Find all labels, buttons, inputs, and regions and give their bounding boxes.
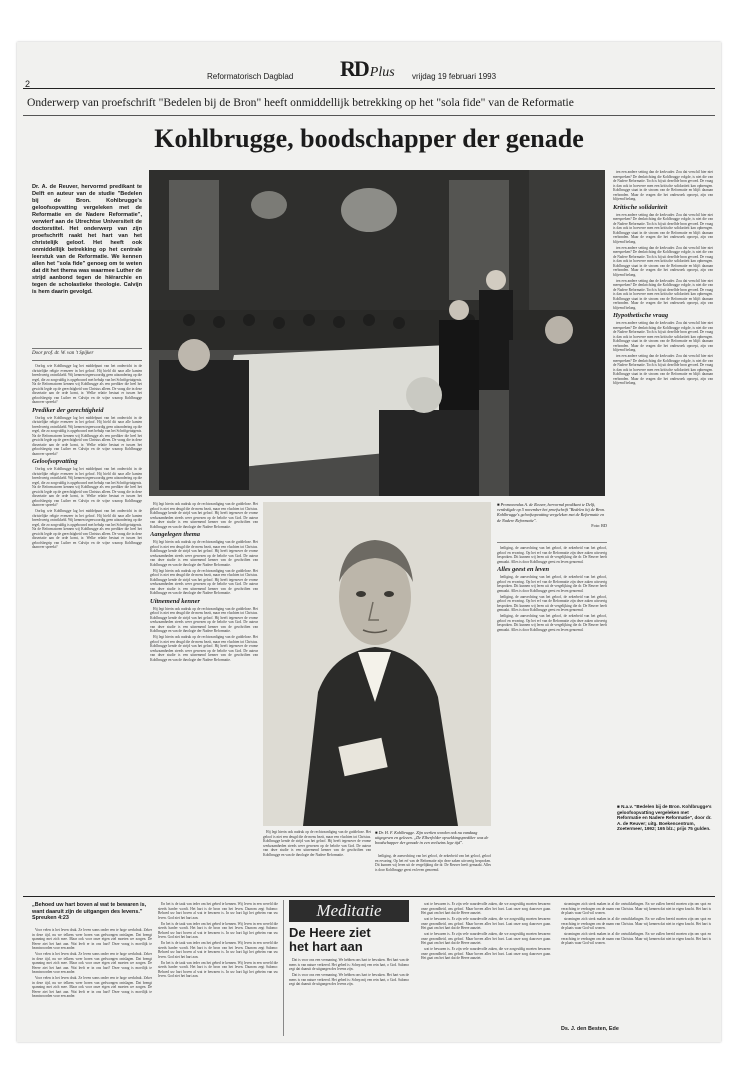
caption-bullet-icon: ■ bbox=[375, 830, 379, 835]
med-c5-c: stromingen zich sterk maken in al die ontwikkelingen. En we zullen bereid moeten zijn om spot en verachting te verdragen om de naam van Christus. Maar wij kennen dat niet in eigen kracht. Het hart is de plaats waar God wil wonen. bbox=[561, 932, 711, 945]
caption-rule bbox=[497, 542, 607, 543]
col1-text-a: Oorlog wie Kohlbrugge lag het middelpunt van het onderricht in de christelijke religie evenzeer in het geloof. Hij hield dit naar alle kanten breedvoerig ontwikkeld. Wij kennen tegenwoordig geen uitzondering op die regel, die zo zorgvuldig is opgebouwd met behulp van het Schriftgetuigenis. Na de Reformatoren kennen wij Kohlbrugge als een prediker die heel het gewicht legde op de gerechtigheid van Christus alleen. De vraag die in deze dissertatie aan de orde komt, is: Welke relatie bestaat er tussen het geloofsbegrip van Luther en Calvijn en de wijze waarop Kohlbrugge daarover spreekt? bbox=[32, 364, 142, 404]
byline: Door prof. dr. W. van 't Spijker bbox=[32, 351, 94, 356]
article-column-3b bbox=[375, 854, 491, 890]
med-c3-a: Dat is voor ons een vermaning. We hebben ons hart te bewaken. Het hart van de mens is van nature verkeerd. Het gebed is: Schep mij een rein hart, o God. Salomo zegt dat daaruit de uitgangen des levens zijn. bbox=[289, 958, 409, 971]
article-column-1 bbox=[32, 364, 142, 824]
med-c3-b: Dat is voor ons een vermaning. We hebben ons hart te bewaken. Het hart van de mens is van nature verkeerd. Het gebed is: Schep mij een rein hart, o God. Salomo zegt dat daaruit de uitgangen des levens zijn. bbox=[289, 973, 409, 986]
med-c4-c: wat te bewaren is. Er zijn vele waardevolle zaken, die we zorgvuldig moeten bewaren: onze gezondheid, ons geloof. Maar boven alles het hart. Laat onze zorg daarover gaan. Het gaat om het hart dat de Heere aanziet. bbox=[421, 932, 551, 945]
subhead-kenner: Uitnemend kenner bbox=[150, 597, 201, 605]
meditation-signature: Ds. J. den Besten, Ede bbox=[561, 1026, 619, 1032]
portrait-image bbox=[263, 502, 491, 826]
rd-plus-logo bbox=[340, 56, 400, 86]
col4-text-c: ten een andere setting dan de kerkvader. Zou dat verschil hier niet meespreken? De denkrichting die Kohlbrugge volgde, is niet die van de Nadere Reformatie. Toch is hij uit dezelfde bron gevoed. De vraag is dan ook in hoeverre men een kritische solidariteit kan opbrengen. Kohlbrugge staat in de stroom van de Reformatie en blijft daaraan verbonden. Maar de vragen die het onderzoek oproept, zijn van blijvend belang. bbox=[613, 245, 713, 277]
meditation-column-4 bbox=[421, 902, 551, 1036]
caption-bullet-icon-2: ■ bbox=[497, 502, 501, 507]
book-info-bullet-icon: ■ bbox=[617, 804, 622, 809]
article-column-3 bbox=[497, 546, 607, 890]
meditation-divider bbox=[23, 896, 715, 897]
col2-text-c: Hij legt hierin ook nadruk op de rechtvaardiging van de goddeloze. Het geloof is niet een deugd die de mens bezit, maar een vluchten tot Christus. Kohlbrugge kende de strijd van het geloof. Hij heeft tegenover de vrome werkzaamheden steeds weer gewezen op de belofte van God. De auteur van deze studie is een uitnemend kenner van de geschriften van Kohlbrugge en van de theologie der Nadere Reformatie. bbox=[150, 568, 258, 595]
med-c1-a: Voor velen is het leven druk. Ze leven soms onder een te hoge werkdruk. Zeker in deze tijd, nu we telkens weer horen van gedwongen ontslagen. Dat brengt spanning met zich mee. Maar ook voor onze eigen ziel moeten we zorgen. De Heere ziet het hart aan. Wat leeft er in ons hart? Deze vraag is moeilijk te beantwoorden voor een ander. bbox=[32, 928, 152, 950]
med-c5-b: stromingen zich sterk maken in al die ontwikkelingen. En we zullen bereid moeten zijn om spot en verachting te verdragen om de naam van Christus. Maar wij kennen dat niet in eigen kracht. Het hart is de plaats waar God wil wonen. bbox=[561, 917, 711, 930]
meditation-column-3 bbox=[289, 958, 409, 1036]
meditation-quote: „Behoed uw hart boven al wat te bewaren is, want daaruit zijn de uitgangen des levens." Spreuken 4:23 bbox=[32, 902, 147, 922]
med-c2-c: En het is de taak van ieder om het gebed te kennen. Wij leven in een wereld die steeds harder wordt. Het hart is de bron van het leven. Daarom zegt Salomo: Behoed uw hart boven al wat te bewaren is. In uw hart ligt het geheim van uw leven. God ziet het hart aan. bbox=[158, 941, 278, 959]
newspaper-page bbox=[17, 42, 721, 1042]
col4-text-d: ten een andere setting dan de kerkvader. Zou dat verschil hier niet meespreken? De denkrichting die Kohlbrugge volgde, is niet die van de Nadere Reformatie. Toch is hij uit dezelfde bron gevoed. De vraag is dan ook in hoeverre men een kritische solidariteit kan opbrengen. Kohlbrugge staat in de stroom van de Reformatie en blijft daaraan verbonden. Maar de vragen die het onderzoek oproept, zijn van blijvend belang. bbox=[613, 278, 713, 310]
kohlbrugge-portrait bbox=[263, 502, 491, 826]
subhead-alles-geest: Alles geest en leven bbox=[497, 566, 550, 573]
kicker: Onderwerp van proefschrift "Bedelen bij de Bron" heeft onmiddellijk betrekking op het "sola fide" van de Reformatie bbox=[27, 96, 574, 109]
meditation-logo: Meditatie bbox=[316, 901, 382, 920]
photo-credit: Foto: RD bbox=[591, 522, 607, 528]
article-column-2 bbox=[150, 502, 258, 832]
ceremony-photo bbox=[149, 170, 605, 496]
ceremony-photo-image bbox=[149, 170, 605, 496]
book-info bbox=[617, 804, 713, 832]
byline-rule bbox=[32, 348, 142, 349]
subhead-prediker: Prediker der gerechtigheid bbox=[32, 406, 104, 414]
med-c1-b: Voor velen is het leven druk. Ze leven soms onder een te hoge werkdruk. Zeker in deze tijd, nu we telkens weer horen van gedwongen ontslagen. Dat brengt spanning met zich mee. Maar ook voor onze eigen ziel moeten we zorgen. De Heere ziet het hart aan. Wat leeft er in ons hart? Deze vraag is moeilijk te beantwoorden voor een ander. bbox=[32, 952, 152, 974]
med-c2-b: En het is de taak van ieder om het gebed te kennen. Wij leven in een wereld die steeds harder wordt. Het hart is de bron van het leven. Daarom zegt Salomo: Behoed uw hart boven al wat te bewaren is. In uw hart ligt het geheim van uw leven. God ziet het hart aan. bbox=[158, 921, 278, 939]
book-info-text: N.a.v. "Bedelen bij de Bron. Kohlbrugge's geloofsopvatting vergeleken met Reformatie en Nadere Reformatie", door dr. A. de Reuver; uitg. Boekencentrum, Zoetermeer, 1992; 165 blz.; prijs 75 gulden. bbox=[617, 804, 712, 832]
subhead-kritische: Kritische solidariteit bbox=[613, 203, 668, 211]
kicker-rule bbox=[23, 115, 715, 116]
col2-text-e: Hij legt hierin ook nadruk op de rechtvaardiging van de goddeloze. Het geloof is niet een deugd die de mens bezit, maar een vluchten tot Christus. Kohlbrugge kende de strijd van het geloof. Hij heeft tegenover de vrome werkzaamheden steeds weer gewezen op de belofte van God. De auteur van deze studie is een uitnemend kenner van de geschriften van Kohlbrugge en van de theologie der Nadere Reformatie. bbox=[150, 635, 258, 662]
col3-text-b: heiliging, de aanvechting van het geloof, de zekerheid van het geloof, geloof en ervaring. Op het erf van de Reformatie zijn deze zaken uitvoerig besproken. Dit kunnen wij leren uit de vergelijking die dr. De Reuver heeft gemaakt. Alles is door Kohlbrugge geest en leven genoemd. bbox=[497, 575, 607, 593]
col1-text-b: Oorlog wie Kohlbrugge lag het middelpunt van het onderricht in de christelijke religie evenzeer in het geloof. Hij hield dit naar alle kanten breedvoerig ontwikkeld. Wij kennen tegenwoordig geen uitzondering op die regel, die zo zorgvuldig is opgebouwd met behulp van het Schriftgetuigenis. Na de Reformatoren kennen wij Kohlbrugge als een prediker die heel het gewicht legde op de gerechtigheid van Christus alleen. De vraag die in deze dissertatie aan de orde komt, is: Welke relatie bestaat er tussen het geloofsbegrip van Luther en Calvijn en de wijze waarop Kohlbrugge daarover spreekt? bbox=[32, 415, 142, 456]
ceremony-caption bbox=[497, 502, 607, 528]
col1-text-d: Oorlog wie Kohlbrugge lag het middelpunt van het onderricht in de christelijke religie evenzeer in het geloof. Hij hield dit naar alle kanten breedvoerig ontwikkeld. Wij kennen tegenwoordig geen uitzondering op die regel, die zo zorgvuldig is opgebouwd met behulp van het Schriftgetuigenis. Na de Reformatoren kennen wij Kohlbrugge als een prediker die heel het gewicht legde op de gerechtigheid van Christus alleen. De vraag die in deze dissertatie aan de orde komt, is: Welke relatie bestaat er tussen het geloofsbegrip van Luther en Calvijn en de wijze waarop Kohlbrugge daarover spreekt? bbox=[32, 509, 142, 549]
logo-letters: RD bbox=[340, 56, 368, 81]
col2-text-a: Hij legt hierin ook nadruk op de rechtvaardiging van de goddeloze. Het geloof is niet een deugd die de mens bezit, maar een vluchten tot Christus. Kohlbrugge kende de strijd van het geloof. Hij heeft tegenover de vrome werkzaamheden steeds weer gewezen op de belofte van God. De auteur van deze studie is een uitnemend kenner van de geschriften van Kohlbrugge en van de theologie der Nadere Reformatie. bbox=[150, 502, 258, 529]
portrait-caption bbox=[375, 830, 491, 846]
meditation-title-line1: De Heere ziet bbox=[289, 925, 371, 940]
col3-text-d: heiliging, de aanvechting van het geloof, de zekerheid van het geloof, geloof en ervaring. Op het erf van de Reformatie zijn deze zaken uitvoerig besproken. Dit kunnen wij leren uit de vergelijking die dr. De Reuver heeft gemaakt. Alles is door Kohlbrugge geest en leven genoemd. bbox=[497, 614, 607, 632]
portrait-caption-text: Dr. H. F. Kohlbrugge. Zijn werken worden ook nu vandaag uitgegeven en gelezen. „De Elberfelder opwekkingsprediker was de boodschapper der genade in een veelszins lege tijd". bbox=[375, 830, 489, 846]
meditation-column-2 bbox=[158, 902, 278, 1036]
byline-rule-bottom bbox=[32, 360, 142, 361]
paper-name: Reformatorisch Dagblad bbox=[207, 72, 294, 81]
med-c4-d: wat te bewaren is. Er zijn vele waardevolle zaken, die we zorgvuldig moeten bewaren: onze gezondheid, ons geloof. Maar boven alles het hart. Laat onze zorg daarover gaan. Het gaat om het hart dat de Heere aanziet. bbox=[421, 947, 551, 960]
subhead-geloofsopvatting: Geloofsopvatting bbox=[32, 458, 78, 465]
col3b-text: heiliging, de aanvechting van het geloof, de zekerheid van het geloof, geloof en ervaring. Op het erf van de Reformatie zijn deze zaken uitvoerig besproken. Dit kunnen wij leren uit de vergelijking die dr. De Reuver heeft gemaakt. Alles is door Kohlbrugge geest en leven genoemd. bbox=[375, 854, 491, 872]
issue-date: vrijdag 19 februari 1993 bbox=[412, 72, 497, 81]
headline: Kohlbrugge, boodschapper der genade bbox=[154, 124, 584, 153]
med-c4-b: wat te bewaren is. Er zijn vele waardevolle zaken, die we zorgvuldig moeten bewaren: onze gezondheid, ons geloof. Maar boven alles het hart. Laat onze zorg daarover gaan. Het gaat om het hart dat de Heere aanziet. bbox=[421, 917, 551, 930]
col4-text-a: ten een andere setting dan de kerkvader. Zou dat verschil hier niet meespreken? De denkrichting die Kohlbrugge volgde, is niet die van de Nadere Reformatie. Toch is hij uit dezelfde bron gevoed. De vraag is dan ook in hoeverre men een kritische solidariteit kan opbrengen. Kohlbrugge staat in de stroom van de Reformatie en blijft daaraan verbonden. Maar de vragen die het onderzoek oproept, zijn van blijvend belang. bbox=[613, 170, 713, 201]
article-column-2b bbox=[263, 830, 371, 890]
meditation-logo-box bbox=[289, 900, 409, 922]
med-c4-a: wat te bewaren is. Er zijn vele waardevolle zaken, die we zorgvuldig moeten bewaren: onze gezondheid, ons geloof. Maar boven alles het hart. Laat onze zorg daarover gaan. Het gaat om het hart dat de Heere aanziet. bbox=[421, 902, 551, 915]
col4-text-e: ten een andere setting dan de kerkvader. Zou dat verschil hier niet meespreken? De denkrichting die Kohlbrugge volgde, is niet die van de Nadere Reformatie. Toch is hij uit dezelfde bron gevoed. De vraag is dan ook in hoeverre men een kritische solidariteit kan opbrengen. Kohlbrugge staat in de stroom van de Reformatie en blijft daaraan verbonden. Maar de vragen die het onderzoek oproept, zijn van blijvend belang. bbox=[613, 321, 713, 352]
subhead-aangelegen: Aangelegen thema bbox=[150, 531, 201, 538]
col2b-text: Hij legt hierin ook nadruk op de rechtvaardiging van de goddeloze. Het geloof is niet een deugd die de mens bezit, maar een vluchten tot Christus. Kohlbrugge kende de strijd van het geloof. Hij heeft tegenover de vrome werkzaamheden steeds weer gewezen op de belofte van God. De auteur van deze studie is een uitnemend kenner van de geschriften van Kohlbrugge en van de theologie der Nadere Reformatie. bbox=[263, 830, 371, 857]
col3-text-a: heiliging, de aanvechting van het geloof, de zekerheid van het geloof, geloof en ervaring. Op het erf van de Reformatie zijn deze zaken uitvoerig besproken. Dit kunnen wij leren uit de vergelijking die dr. De Reuver heeft gemaakt. Alles is door Kohlbrugge geest en leven genoemd. bbox=[497, 546, 607, 564]
subhead-hypothetische: Hypothetische vraag bbox=[613, 312, 669, 319]
med-c2-a: En het is de taak van ieder om het gebed te kennen. Wij leven in een wereld die steeds harder wordt. Het hart is de bron van het leven. Daarom zegt Salomo: Behoed uw hart boven al wat te bewaren is. In uw hart ligt het geheim van uw leven. God ziet het hart aan. bbox=[158, 902, 278, 920]
col1-text-c: Oorlog wie Kohlbrugge lag het middelpunt van het onderricht in de christelijke religie evenzeer in het geloof. Hij hield dit naar alle kanten breedvoerig ontwikkeld. Wij kennen tegenwoordig geen uitzondering op die regel, die zo zorgvuldig is opgebouwd met behulp van het Schriftgetuigenis. Na de Reformatoren kennen wij Kohlbrugge als een prediker die heel het gewicht legde op de gerechtigheid van Christus alleen. De vraag die in deze dissertatie aan de orde komt, is: Welke relatie bestaat er tussen het geloofsbegrip van Luther en Calvijn en de wijze waarop Kohlbrugge daarover spreekt? bbox=[32, 467, 142, 507]
col3-text-c: heiliging, de aanvechting van het geloof, de zekerheid van het geloof, geloof en ervaring. Op het erf van de Reformatie zijn deze zaken uitvoerig besproken. Dit kunnen wij leren uit de vergelijking die dr. De Reuver heeft gemaakt. Alles is door Kohlbrugge geest en leven genoemd. bbox=[497, 594, 607, 612]
med-c5-a: stromingen zich sterk maken in al die ontwikkelingen. En we zullen bereid moeten zijn om spot en verachting te verdragen om de naam van Christus. Maar wij kennen dat niet in eigen kracht. Het hart is de plaats waar God wil wonen. bbox=[561, 902, 711, 915]
med-c2-d: En het is de taak van ieder om het gebed te kennen. Wij leven in een wereld die steeds harder wordt. Het hart is de bron van het leven. Daarom zegt Salomo: Behoed uw hart boven al wat te bewaren is. In uw hart ligt het geheim van uw leven. God ziet het hart aan. bbox=[158, 960, 278, 978]
article-column-4 bbox=[613, 170, 713, 800]
meditation-column-1 bbox=[32, 928, 152, 1036]
col4-text-b: ten een andere setting dan de kerkvader. Zou dat verschil hier niet meespreken? De denkrichting die Kohlbrugge volgde, is niet die van de Nadere Reformatie. Toch is hij uit dezelfde bron gevoed. De vraag is dan ook in hoeverre men een kritische solidariteit kan opbrengen. Kohlbrugge staat in de stroom van de Reformatie en blijft daaraan verbonden. Maar de vragen die het onderzoek oproept, zijn van blijvend belang. bbox=[613, 212, 713, 244]
med-c1-c: Voor velen is het leven druk. Ze leven soms onder een te hoge werkdruk. Zeker in deze tijd, nu we telkens weer horen van gedwongen ontslagen. Dat brengt spanning met zich mee. Maar ook voor onze eigen ziel moeten we zorgen. De Heere ziet het hart aan. Wat leeft er in ons hart? Deze vraag is moeilijk te beantwoorden voor een ander. bbox=[32, 976, 152, 998]
meditation-vrule bbox=[283, 900, 284, 1036]
col2-text-b: Hij legt hierin ook nadruk op de rechtvaardiging van de goddeloze. Het geloof is niet een deugd die de mens bezit, maar een vluchten tot Christus. Kohlbrugge kende de strijd van het geloof. Hij heeft tegenover de vrome werkzaamheden steeds weer gewezen op de belofte van God. De auteur van deze studie is een uitnemend kenner van de geschriften van Kohlbrugge en van de theologie der Nadere Reformatie. bbox=[150, 540, 258, 567]
page-number: 2 bbox=[25, 79, 31, 89]
meditation-title bbox=[289, 926, 419, 954]
logo-plus: Plus bbox=[369, 65, 395, 80]
col2-text-d: Hij legt hierin ook nadruk op de rechtvaardiging van de goddeloze. Het geloof is niet een deugd die de mens bezit, maar een vluchten tot Christus. Kohlbrugge kende de strijd van het geloof. Hij heeft tegenover de vrome werkzaamheden steeds weer gewezen op de belofte van God. De auteur van deze studie is een uitnemend kenner van de geschriften van Kohlbrugge en van de theologie der Nadere Reformatie. bbox=[150, 606, 258, 633]
meditation-title-line2: het hart aan bbox=[289, 939, 363, 954]
masthead-rule bbox=[23, 88, 715, 89]
meditation-column-5 bbox=[561, 902, 711, 1024]
lead-paragraph: Dr. A. de Reuver, hervormd predikant te Delft en auteur van de studie "Bedelen bij de Bron. Kohlbrugge's geloofsopvatting vergeleken met de Reformatie en de Nadere Reformatie", verwierf aan de Utrechtse Universiteit de doctorstitel. Het onderwerp van zijn proefschrift raakt het hart van het christelijk geloof. Het heeft ook onmiddellijk betrekking op het centrale leerstuk van de Reformatie. We kennen allen het "sola fide" genoeg om te weten dat dit het thema was waarmee Luther de strijd aanbond tegen de hiërarchie en tegen de scholastieke theologie. Calvijn is hem daarin gevolgd. bbox=[32, 184, 142, 295]
ceremony-caption-text: Promovendus A. de Reuver, hervormd predikant te Delft, verdedigde op 5 november het proefschrift "Bedelen bij de Bron. Kohlbrugge's geloofsopvatting vergeleken met de Reformatie en de Nadere Reformatie". bbox=[497, 502, 606, 523]
col4-text-f: ten een andere setting dan de kerkvader. Zou dat verschil hier niet meespreken? De denkrichting die Kohlbrugge volgde, is niet die van de Nadere Reformatie. Toch is hij uit dezelfde bron gevoed. De vraag is dan ook in hoeverre men een kritische solidariteit kan opbrengen. Kohlbrugge staat in de stroom van de Reformatie en blijft daaraan verbonden. Maar de vragen die het onderzoek oproept, zijn van blijvend belang. bbox=[613, 354, 713, 385]
